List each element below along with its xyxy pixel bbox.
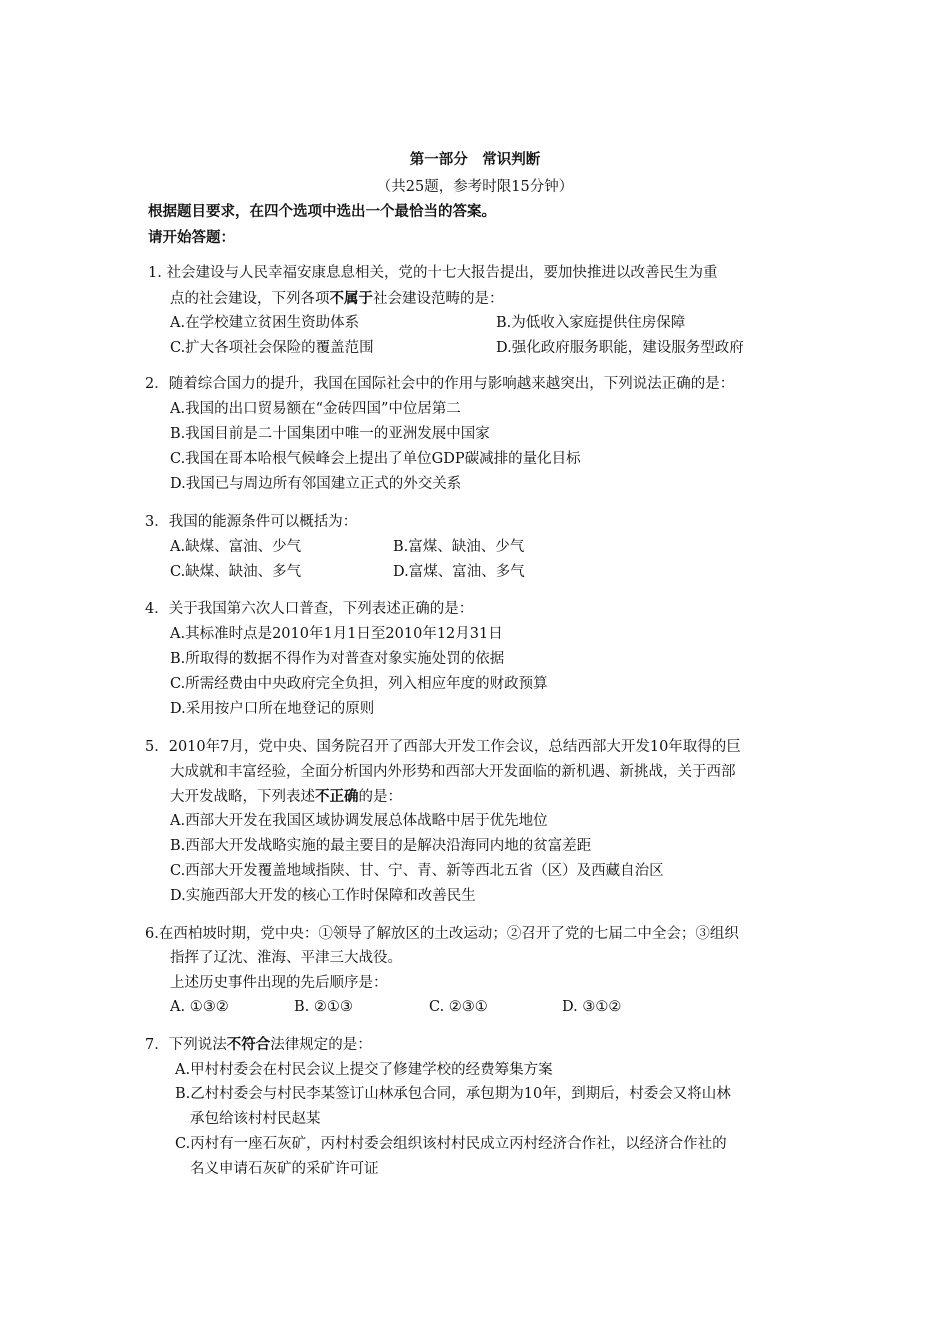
q1-line-2a: 点的社会建设，下列各项 bbox=[170, 291, 330, 307]
q6-line-3: 上述历史事件出现的先后顺序是： bbox=[170, 975, 388, 991]
q7-option-c-line-1: C.丙村有一座石灰矿，丙村村委会组织该村村民成立丙村经济合作社，以经济合作社的 bbox=[175, 1136, 727, 1152]
q3-option-d: D.富煤、富油、多气 bbox=[393, 564, 525, 580]
q2-option-d: D.我国已与周边所有邻国建立正式的外交关系 bbox=[170, 476, 462, 492]
q4-option-c: C.所需经费由中央政府完全负担，列入相应年度的财政预算 bbox=[170, 676, 548, 692]
q7-option-b-line-2: 承包给该村村民赵某 bbox=[190, 1111, 321, 1127]
q6-option-b: B. ②①③ bbox=[294, 999, 353, 1015]
q4-option-a: A.其标准时点是2010年1月1日至2010年12月31日 bbox=[170, 626, 503, 642]
q7-option-a: A.甲村村委会在村民会议上提交了修建学校的经费筹集方案 bbox=[175, 1062, 553, 1078]
q5-option-b: B.西部大开发战略实施的最主要目的是解决沿海同内地的贫富差距 bbox=[170, 838, 592, 854]
q6-option-c: C. ②③① bbox=[429, 999, 488, 1015]
q5-line-1: 5．2010年7月，党中央、国务院召开了西部大开发工作会议，总结西部大开发10年取得的巨 bbox=[145, 739, 741, 755]
q3-option-c: C.缺煤、缺油、多气 bbox=[170, 564, 302, 580]
q5-line-3c: 的是： bbox=[358, 789, 402, 805]
q1-line-1: 1. 社会建设与人民幸福安康息息相关，党的十七大报告提出，要加快推进以改善民生为重 bbox=[148, 265, 718, 281]
q7-option-b-line-1: B.乙村村委会与村民李某签订山林承包合同，承包期为10年，到期后，村委会又将山林 bbox=[175, 1086, 731, 1102]
q1-line-2c: 社会建设范畴的是： bbox=[373, 291, 504, 307]
q5-line-2: 大成就和丰富经验，全面分析国内外形势和西部大开发面临的新机遇、新挑战，关于西部 bbox=[170, 764, 736, 780]
q6-line-1: 6.在西柏坡时期，党中央：①领导了解放区的土改运动；②召开了党的七届二中全会；③组织 bbox=[145, 926, 739, 942]
q1-option-b: B.为低收入家庭提供住房保障 bbox=[496, 315, 686, 331]
q5-option-d: D.实施西部大开发的核心工作时保障和改善民生 bbox=[170, 888, 476, 904]
q1-line-2 bbox=[170, 289, 504, 309]
q6-line-2: 指挥了辽沈、淮海、平津三大战役。 bbox=[170, 950, 402, 966]
q7-option-c-line-2: 名义申请石灰矿的采矿许可证 bbox=[190, 1161, 379, 1177]
q7-line-1a: 7．下列说法 bbox=[145, 1037, 227, 1053]
q5-option-a: A.西部大开发在我国区域协调发展总体战略中居于优先地位 bbox=[170, 813, 548, 829]
start-label: 请开始答题： bbox=[148, 229, 235, 246]
section-subtitle: （共25题，参考时限15分钟） bbox=[376, 179, 574, 195]
q3-line-1: 3．我国的能源条件可以概括为： bbox=[145, 514, 358, 530]
q7-line-1 bbox=[145, 1035, 372, 1055]
q3-option-b: B.富煤、缺油、少气 bbox=[393, 539, 525, 555]
q1-option-a: A.在学校建立贫困生资助体系 bbox=[170, 315, 360, 331]
q2-line-1: 2．随着综合国力的提升，我国在国际社会中的作用与影响越来越突出，下列说法正确的是： bbox=[145, 376, 735, 392]
q5-line-3 bbox=[170, 787, 402, 807]
q1-keyword: 不属于 bbox=[329, 290, 373, 307]
q5-line-3a: 大开发战略，下列表述 bbox=[170, 789, 315, 805]
section-title: 第一部分 常识判断 bbox=[409, 151, 541, 168]
q2-option-b: B.我国目前是二十国集团中唯一的亚洲发展中国家 bbox=[170, 426, 490, 442]
q3-option-a: A.缺煤、富油、少气 bbox=[170, 539, 302, 555]
q4-line-1: 4．关于我国第六次人口普查，下列表述正确的是： bbox=[145, 601, 474, 617]
q7-keyword: 不符合 bbox=[226, 1036, 271, 1053]
q1-option-c: C.扩大各项社会保险的覆盖范围 bbox=[170, 340, 374, 356]
instruction: 根据题目要求，在四个选项中选出一个最恰当的答案。 bbox=[148, 203, 496, 220]
q7-line-1c: 法律规定的是： bbox=[270, 1037, 372, 1053]
q5-option-c: C.西部大开发覆盖地域指陕、甘、宁、青、新等西北五省（区）及西藏自治区 bbox=[170, 863, 664, 879]
q4-option-b: B.所取得的数据不得作为对普查对象实施处罚的依据 bbox=[170, 651, 505, 667]
q4-option-d: D.采用按户口所在地登记的原则 bbox=[170, 701, 375, 717]
q2-option-c: C.我国在哥本哈根气候峰会上提出了单位GDP碳减排的量化目标 bbox=[170, 451, 581, 467]
q6-option-a: A. ①③② bbox=[170, 999, 229, 1015]
q1-option-d: D.强化政府服务职能，建设服务型政府 bbox=[496, 340, 744, 356]
q2-option-a: A.我国的出口贸易额在“金砖四国”中位居第二 bbox=[170, 401, 461, 417]
q6-option-d: D. ③①② bbox=[562, 999, 622, 1015]
q5-keyword: 不正确 bbox=[315, 788, 359, 805]
